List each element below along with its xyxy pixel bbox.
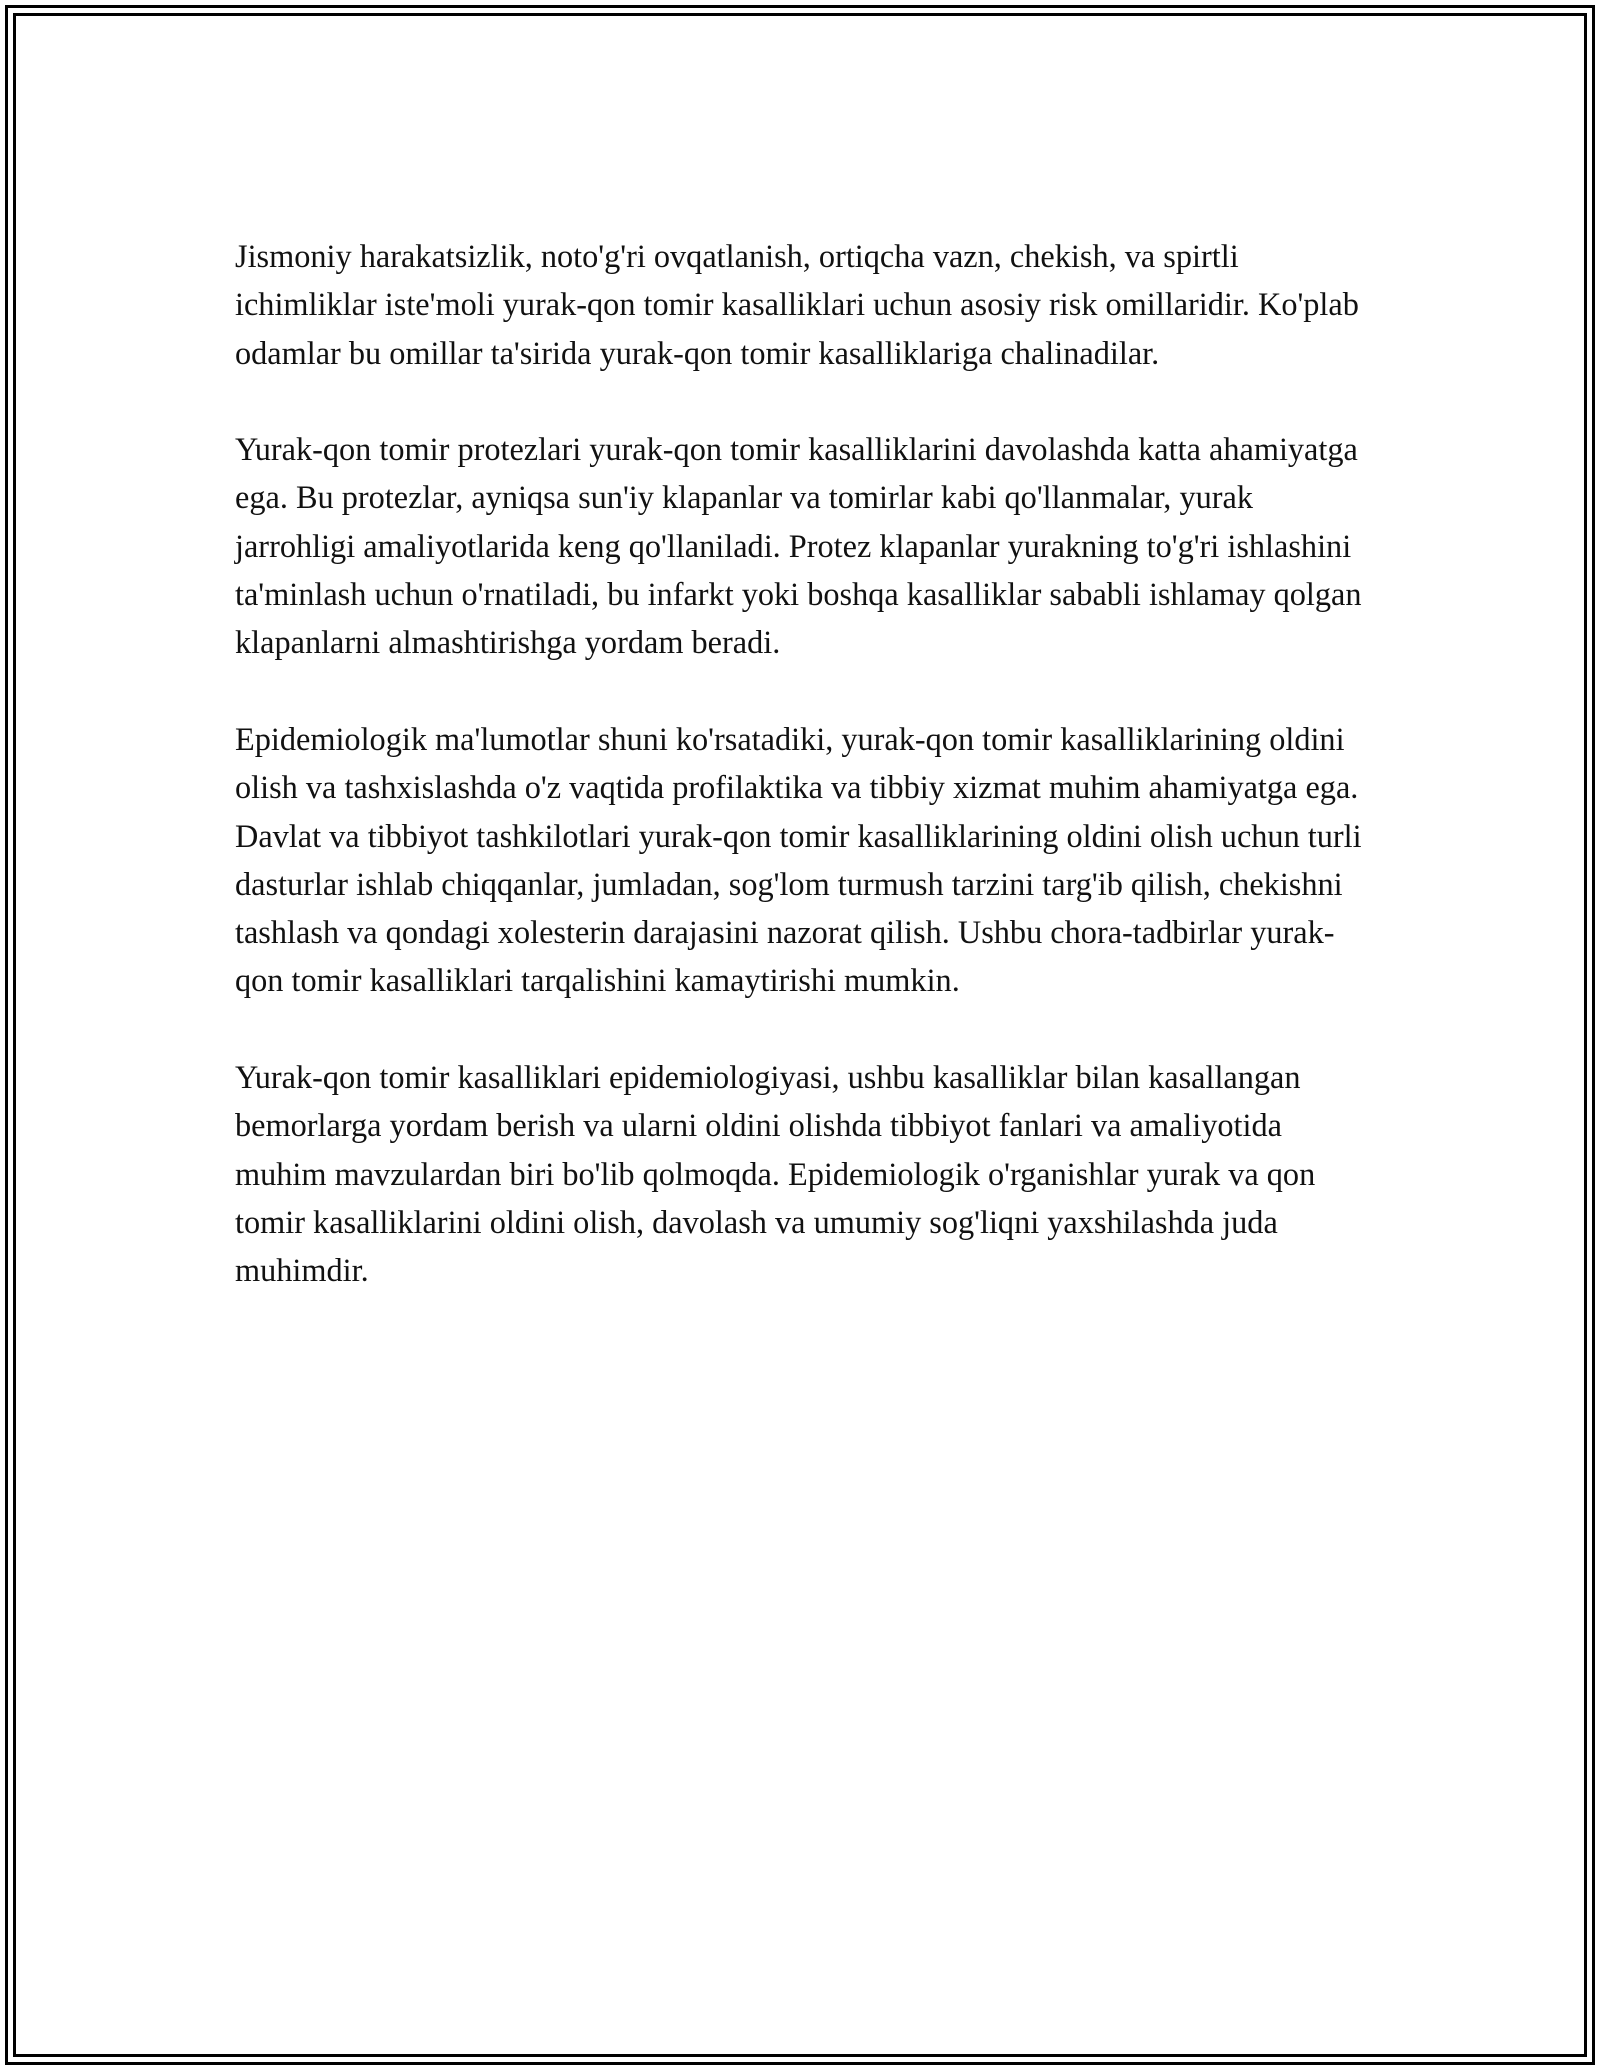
document-body	[235, 232, 1365, 1295]
paragraph-risk-factors: Jismoniy harakatsizlik, noto'g'ri ovqatlanish, ortiqcha vazn, chekish, va spirtli ichimliklar iste'moli yurak-qon tomir kasalliklari uchun asosiy risk omillaridir. Ko'plab odamlar bu omillar ta'sirida yurak-qon tomir kasalliklariga chalinadilar.	[235, 238, 1359, 371]
paragraph-conclusion: Yurak-qon tomir kasalliklari epidemiologiyasi, ushbu kasalliklar bilan kasallangan bemorlarga yordam berish va ularni oldini olishda tibbiyot fanlari va amaliyotida muhim mavzulardan biri bo'lib qolmoqda. Epidemiologik o'rganishlar yurak va qon tomir kasalliklarini oldini olish, davolash va umumiy sog'liqni yaxshilashda juda muhimdir.	[235, 1059, 1316, 1289]
paragraph-epidemiology-prevention: Epidemiologik ma'lumotlar shuni ko'rsatadiki, yurak-qon tomir kasalliklarining oldini olish va tashxislashda o'z vaqtida profilaktika va tibbiy xizmat muhim ahamiyatga ega. Davlat va tibbiyot tashkilotlari yurak-qon tomir kasalliklarining oldini olish uchun turli dasturlar ishlab chiqqanlar, jumladan, sog'lom turmush tarzini targ'ib qilish, chekishni tashlash va qondagi xolesterin darajasini nazorat qilish. Ushbu chora-tadbirlar yurak-qon tomir kasalliklari tarqalishini kamaytirishi mumkin.	[235, 720, 1362, 999]
paragraph-prostheses: Yurak-qon tomir protezlari yurak-qon tomir kasalliklarini davolashda katta ahamiyatga ega. Bu protezlar, ayniqsa sun'iy klapanlar va tomirlar kabi qo'llanmalar, yurak jarrohligi amaliyotlarida keng qo'llaniladi. Protez klapanlar yurakning to'g'ri ishlashini ta'minlash uchun o'rnatiladi, bu infarkt yoki boshqa kasalliklar sababli ishlamay qolgan klapanlarni almashtirishga yordam beradi.	[235, 431, 1362, 661]
